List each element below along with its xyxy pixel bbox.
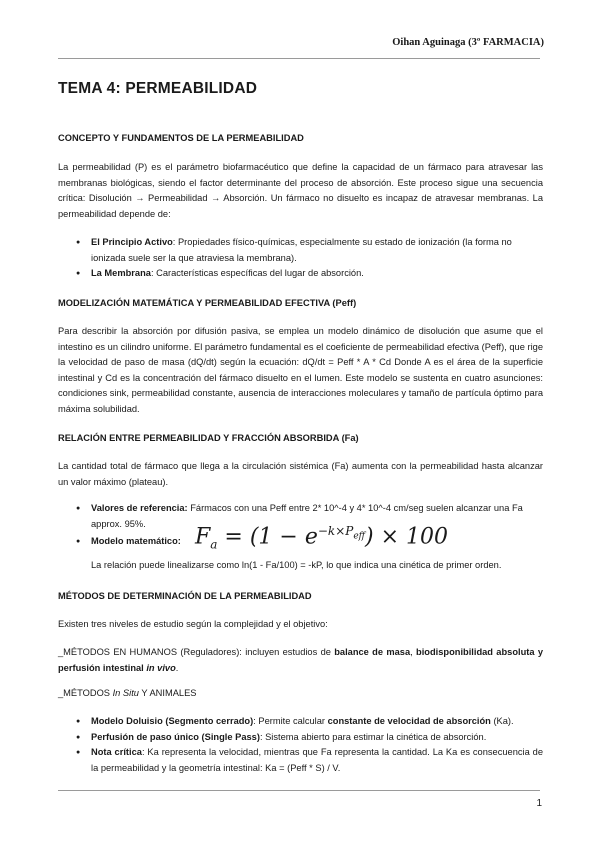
- page-number: 1: [536, 798, 542, 809]
- list-insitu: [58, 714, 543, 776]
- bullet-text: : Características específicas del lugar de absorción.: [150, 268, 364, 279]
- paragraph-metodos: Existen tres niveles de estudio según la complejidad y el objetivo:: [58, 619, 328, 629]
- paragraph-modelizacion: Para describir la absorción por difusión pasiva, se emplea un modelo dinámico de disolución que asume que el intestino es un cilindro uniforme. El parámetro fundamental es el coeficiente de permeabilidad efectiva (Peff), que rige la velocidad de paso de masa (dQ/dt) según la ecuación: dQ/dt = Peff * A * Cd Donde A es el área de la superficie intestinal y Cd es la concentración del fármaco disuelto en el lumen. Este modelo se sustenta en cuatro asunciones: condiciones sink, permeabilidad constante, ausencia de interacciones moleculares y tamaño de partícula óptimo para máxima solubilidad.: [58, 326, 543, 414]
- list-item: ● Nota crítica: Ka representa la velocidad, mientras que Fa representa la cantidad. La Ka es consecuencia de la permeabilidad y la geometría intestinal: Ka = (Peff * S) / V.: [91, 745, 543, 776]
- page-title: TEMA 4: PERMEABILIDAD: [58, 80, 258, 97]
- section-heading-metodos: MÉTODOS DE DETERMINACIÓN DE LA PERMEABILIDAD: [58, 591, 312, 601]
- header-author: Oihan Aguinaga (3º FARMACIA): [392, 37, 544, 48]
- bullet-label: El Principio Activo: [91, 237, 173, 247]
- list-item: [91, 266, 543, 282]
- bullet-text: : Propiedades físico-químicas, especialmente su estado de ionización (la forma no ionizada suele ser la que atraviesa la membrana).: [91, 237, 512, 263]
- heading-insitu: _MÉTODOS In Situ Y ANIMALES: [58, 688, 197, 698]
- section-heading-relacion: RELACIÓN ENTRE PERMEABILIDAD Y FRACCIÓN ABSORBIDA (Fa): [58, 433, 359, 443]
- bullet-text: Fármacos con una Peff entre 2* 10^-4 y 4* 10^-4 cm/seg suelen alcanzar una Fa approx. 95%.: [91, 503, 523, 529]
- footer-rule: [58, 790, 540, 791]
- list-item: ● Modelo Doluisio (Segmento cerrado): Permite calcular constante de velocidad de absorción (Ka).: [91, 714, 543, 730]
- section-heading-modelizacion: MODELIZACIÓN MATEMÁTICA Y PERMEABILIDAD EFECTIVA (Peff): [58, 298, 357, 308]
- formula-note: La relación puede linealizarse como ln(1 - Fa/100) = -kP, lo que indica una cinética de primer orden.: [91, 560, 502, 570]
- section-heading-concepto: CONCEPTO Y FUNDAMENTOS DE LA PERMEABILIDAD: [58, 133, 304, 143]
- bullet-label: Valores de referencia:: [91, 503, 188, 513]
- paragraph-humanos: _MÉTODOS EN HUMANOS (Reguladores): incluyen estudios de balance de masa, biodisponibilidad absoluta y perfusión intestinal in vivo.: [58, 647, 544, 673]
- list-item: [91, 235, 543, 266]
- list-item: ● Perfusión de paso único (Single Pass): Sistema abierto para estimar la cinética de absorción.: [91, 730, 543, 746]
- formula-fa: $F_a = (1 - e^{-k\times P_{eff}}) \times 100$: [195, 524, 449, 552]
- concepto-text: La permeabilidad (P) es el parámetro biofarmacéutico que define la capacidad de un fármaco para atravesar las membranas biológicas, siendo el factor determinante del proceso de absorción. Este proceso sigue una secuencia crítica: Disolución → Permeabilidad → Absorción. Un fármaco no disuelto es incapaz de atravesar membranas. La permeabilidad depende de:: [58, 162, 543, 219]
- paragraph-relacion: La cantidad total de fármaco que llega a la circulación sistémica (Fa) aumenta con la permeabilidad hasta alcanzar un valor máximo (plateau).: [58, 461, 543, 487]
- paragraph-concepto: [58, 160, 543, 222]
- bullet-label: Modelo matemático:: [91, 536, 181, 547]
- list-factores: [58, 235, 543, 282]
- bullet-label: La Membrana: [91, 268, 151, 279]
- header-rule: [58, 58, 540, 59]
